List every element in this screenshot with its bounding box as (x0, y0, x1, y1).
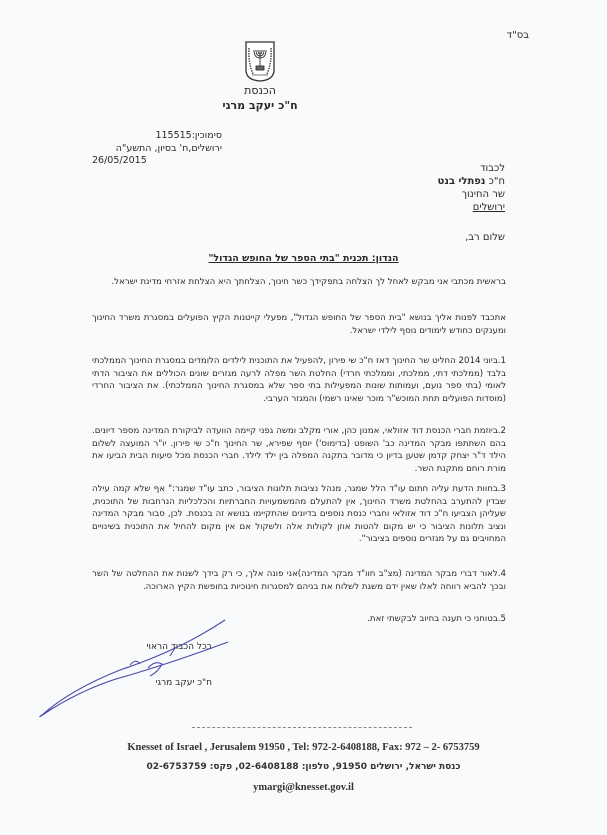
closing-line: בכל הכבוד הראוי (146, 642, 212, 652)
subject-text: הנדון: תכנית "בתי הספר של החופש הגדול" (208, 253, 399, 264)
paragraph-intro: בראשית מכתבי אני מבקש לאחל לך הצלחה בתפקידך כשר חינוך, הצלחתך היא הצלחת אזרחי מדינת ישראל. (111, 277, 506, 287)
recipient-salutation: לכבוד (480, 163, 505, 174)
gregorian-date: 26/05/2015 (92, 155, 147, 166)
member-name: ח"כ יעקב מרגי (222, 99, 298, 112)
subject-line (0, 253, 607, 264)
recipient-prefix: ח"כ (485, 176, 505, 187)
signature-scribble-icon (30, 580, 270, 724)
paragraph-4: 4.לאור דברי מבקר המדינה (מצ"ב חוו"ד מבקר המדינה)אני פונה אלך, כי רק בידך לשנות את ההחלטה של השר ובכך להביא רווחה לאלו שאין ידם משגת לשלוח את בניהם למסגרות חינוכיות בחופשת הקיץ הארוכה. (92, 569, 506, 592)
reference-number: סימוכין:115515 (155, 130, 222, 141)
recipient-name-line (438, 175, 505, 188)
paragraph-3: 3.בחוות הדעת עליה חתום עו"ד הלל שמגר, מנהל נציבות תלונות הציבור, כתב עו"ד שמגר:" אף שלא קמה עילה שבדין להתערב בהחלטת משרד החינוך, אין להתעלם מהמשמעויות החברתיות והכלכליות הנרחבות של התוכנית, שעליהן הצביעו ח"כ דוד אזולאי וחברי כנסת נוספים בדיונים שהתקיימו בנושא זה בכנסת. לכן, סבור מבקר המדינה ונציב תלונות הציבור כי יש מקום להטות אוזן לקולות אלה ולשקול אם אין מקום להחיל את התוכנית בשינויים המחויבים גם על מגזרים נוספים בציבור". (92, 484, 506, 545)
paragraph-2: 2.ביוזמת חברי הכנסת דוד אזולאי, אמנון כהן, אורי מקלב ומשה גפני קיימה הוועדה לביקורת המדינה מספר דיונים. בהם השתתפו מבקר המדינה כב' השופט (בדימוס') יוסף שפירא, שר החינוך ח"כ שי פירון. יו"ר המועצה לשלום הילד ד"ר יצחק קדמן שטען בדיון כי מדובר בתקנה המפלה בין ילד לילד. חברי הכנסת מכל סיעות הבית הביעו את מורת רוחם מתקנת השר. (92, 426, 506, 474)
footer-divider (192, 727, 412, 728)
recipient-name: נפתלי בנט (437, 176, 486, 187)
footer-english-address: Knesset of Israel , Jerusalem 91950 , Tel: 972-2-6408188, Fax: 972 – 2- 6753759 (127, 742, 480, 753)
recipient-city: ירושלים (472, 202, 505, 213)
hebrew-date: ירושלים,ח' בסיון, התשע"ה (115, 142, 222, 154)
paragraph-5: 5.בטוחני כי תענה בחיוב לבקשתי זאת. (367, 614, 506, 624)
bsd-mark: בס"ד (506, 30, 529, 41)
knesset-emblem-icon (244, 40, 276, 82)
paragraph-1: 1.ביוני 2014 החליט שר החינוך דאז ח"כ שי פירון ,להפעיל את התוכנית לילדים הלומדים במסגרת החינוך הממלכתי בלבד (ממלכתי דתי, ממלכתי, וממלכתי חרדי) החלטת השר מפלה לרעה מגזרים שונים הכוללים את הציבור הדתי לאומי (בתי ספר נועם, ועמותות שונות המפעילות בתי ספר שלא במסגרת החינוך הממלכתי). את הציבור החרדי (מוסדות הפועלים תחת המוכש"ר מוכר שאינו רשמי) והמגזר הערבי. (92, 356, 506, 404)
recipient-title: שר החינוך (461, 189, 505, 200)
recipient-block (438, 162, 505, 214)
signature-name: ח"כ יעקב מרגי (155, 678, 212, 688)
org-name: הכנסת (244, 84, 276, 97)
meta-block (92, 130, 222, 168)
greeting: שלום רב, (465, 232, 505, 243)
footer-email: ymargi@knesset.gov.il (253, 782, 354, 793)
paragraph-topic: אתכבד לפנות אליך בנושא "בית הספר של החופש הגדול", מפעלי קייטנות הקיץ הפועלים במסגרת משרד החינוך ומענקים כחודש לימודים נוסף לילדי ישראל. (92, 313, 506, 336)
footer-hebrew-address: כנסת ישראל, ירושלים 91950, טלפון: 02-6408188, פקס: 02-6753759 (146, 762, 461, 772)
